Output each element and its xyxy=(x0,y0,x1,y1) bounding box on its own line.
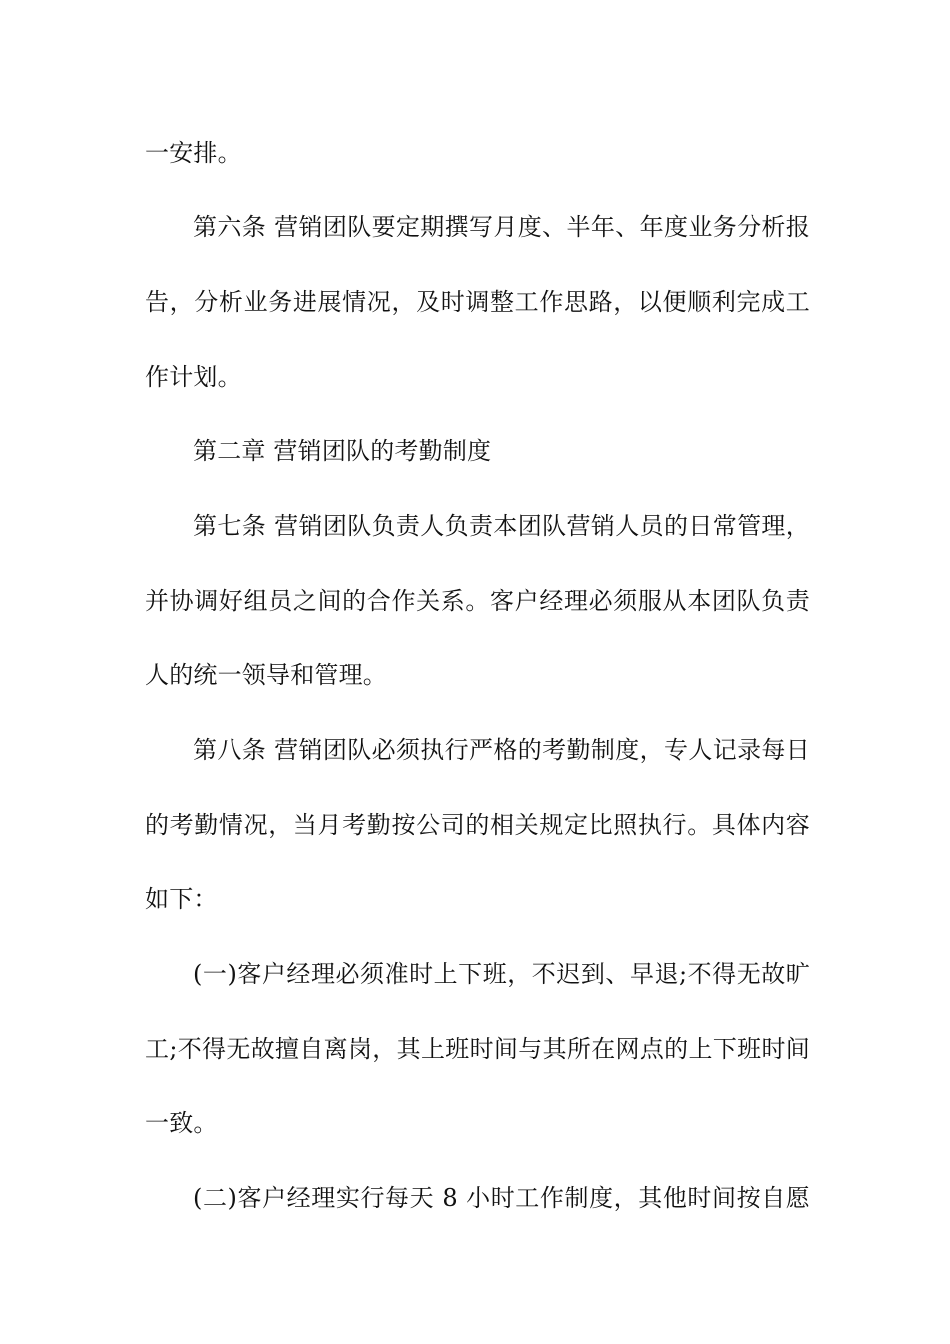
list-item-1-line: (一)客户经理必须准时上下班，不迟到、早退;不得无故旷 xyxy=(193,960,810,988)
text-line: 并协调好组员之间的合作关系。客户经理必须服从本团队负责 xyxy=(145,587,810,615)
list-item-2-line: (二)客户经理实行每天 8 小时工作制度，其他时间按自愿 xyxy=(193,1184,810,1212)
text-line: 人的统一领导和管理。 xyxy=(145,661,387,689)
article-8-heading-line: 第八条 营销团队必须执行严格的考勤制度，专人记录每日 xyxy=(193,736,810,764)
text-line: 工;不得无故擅自离岗，其上班时间与其所在网点的上下班时间 xyxy=(145,1035,810,1063)
text-line: 作计划。 xyxy=(145,363,242,391)
text-line: 告，分析业务进展情况，及时调整工作思路，以便顺利完成工 xyxy=(145,288,810,316)
text-line: 的考勤情况，当月考勤按公司的相关规定比照执行。具体内容 xyxy=(145,811,810,839)
text-line: 如下： xyxy=(145,885,218,913)
text-line: 一安排。 xyxy=(145,139,242,167)
chapter-2-heading: 第二章 营销团队的考勤制度 xyxy=(193,437,492,465)
text-line: 一致。 xyxy=(145,1109,218,1137)
article-7-heading-line: 第七条 营销团队负责人负责本团队营销人员的日常管理， xyxy=(193,512,810,540)
article-6-heading-line: 第六条 营销团队要定期撰写月度、半年、年度业务分析报 xyxy=(193,213,810,241)
